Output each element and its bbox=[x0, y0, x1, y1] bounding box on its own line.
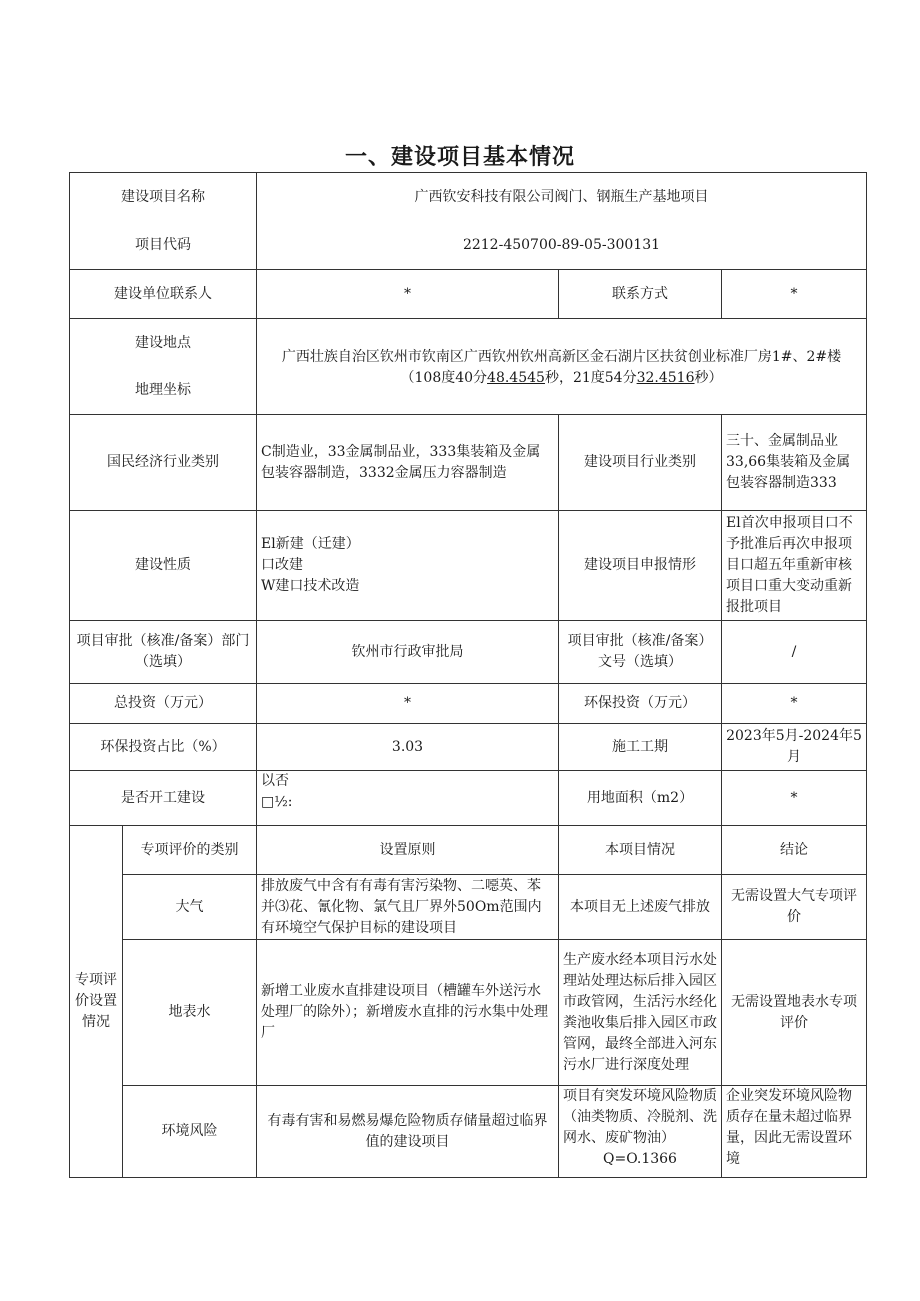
special-water-situation: 生产废水经本项目污水处理站处理达标后排入园区市政管网，生活污水经化粪池收集后排入园区市政管网，最终全部进入河东污水厂进行深度处理 bbox=[559, 940, 722, 1086]
special-header-situation: 本项目情况 bbox=[559, 826, 722, 875]
contact-method-label: 联系方式 bbox=[559, 270, 722, 319]
coord-suffix: 秒） bbox=[694, 369, 723, 386]
project-code-value: 2212-450700-89-05-300131 bbox=[257, 222, 867, 270]
started-option-yes: □½: bbox=[261, 794, 293, 810]
contact-label: 建设单位联系人 bbox=[70, 270, 257, 319]
special-header-conclusion: 结论 bbox=[722, 826, 867, 875]
project-industry-label: 建设项目行业类别 bbox=[559, 415, 722, 511]
special-header-category: 专项评价的类别 bbox=[123, 826, 257, 875]
total-invest-value: * bbox=[257, 684, 559, 724]
period-value: 2023年5月-2024年5月 bbox=[722, 724, 867, 771]
special-group-label: 专项评价设置情况 bbox=[70, 826, 123, 1178]
special-risk-situation-text: 项目有突发环境风险物质（油类物质、冷脱剂、洗网水、废矿物油） bbox=[563, 1088, 717, 1146]
contact-value: * bbox=[257, 270, 559, 319]
nature-value bbox=[257, 511, 559, 621]
contact-method-value: * bbox=[722, 270, 867, 319]
total-invest-label: 总投资（万元） bbox=[70, 684, 257, 724]
project-info-table bbox=[69, 172, 867, 1178]
special-risk-situation bbox=[559, 1086, 722, 1178]
approval-no-label: 项目审批（核准/备案）文号（选填） bbox=[559, 621, 722, 684]
area-label: 用地面积（m2） bbox=[559, 771, 722, 826]
started-value bbox=[257, 771, 559, 826]
special-risk-category: 环境风险 bbox=[123, 1086, 257, 1178]
special-air-situation: 本项目无上述废气排放 bbox=[559, 875, 722, 940]
coord-prefix: （108度40分 bbox=[400, 369, 488, 386]
env-ratio-value: 3.03 bbox=[257, 724, 559, 771]
started-option-no: 以否 bbox=[261, 773, 289, 789]
industry-value: C制造业，33金属制品业，333集装箱及金属包装容器制造，3332金属压力容器制造 bbox=[257, 415, 559, 511]
special-risk-q-value: Q=O.1366 bbox=[603, 1151, 677, 1167]
apply-value: El首次申报项目口不予批准后再次申报项目口超五年重新审核项目口重大变动重新报批项目 bbox=[722, 511, 867, 621]
env-ratio-label: 环保投资占比（%） bbox=[70, 724, 257, 771]
coord-mid: 秒，21度54分 bbox=[544, 369, 637, 386]
special-risk-principle: 有毒有害和易燃易爆危险物质存储量超过临界值的建设项目 bbox=[257, 1086, 559, 1178]
special-risk-conclusion: 企业突发环境风险物质存在量未超过临界量，因此无需设置环境 bbox=[722, 1086, 867, 1178]
special-water-category: 地表水 bbox=[123, 940, 257, 1086]
nature-option-rebuild: 口改建 bbox=[261, 557, 303, 573]
area-value: * bbox=[722, 771, 867, 826]
nature-option-new: El新建（迁建） bbox=[261, 536, 360, 552]
special-water-principle: 新增工业废水直排建设项目（槽罐车外送污水处理厂的除外）；新增废水直排的污水集中处理厂 bbox=[257, 940, 559, 1086]
project-name-label: 建设项目名称 bbox=[70, 173, 257, 222]
nature-label: 建设性质 bbox=[70, 511, 257, 621]
special-air-principle: 排放废气中含有有毒有害污染物、二噁英、苯并⑶花、氰化物、氯气且厂界外50Om范围内有环境空气保护目标的建设项目 bbox=[257, 875, 559, 940]
special-air-category: 大气 bbox=[123, 875, 257, 940]
apply-label: 建设项目申报情形 bbox=[559, 511, 722, 621]
env-invest-label: 环保投资（万元） bbox=[559, 684, 722, 724]
page-title: 一、建设项目基本情况 bbox=[344, 145, 575, 170]
project-code-label: 项目代码 bbox=[70, 222, 257, 270]
special-air-conclusion: 无需设置大气专项评价 bbox=[722, 875, 867, 940]
nature-option-tech: W建口技术改造 bbox=[261, 578, 360, 594]
location-label: 建设地点 bbox=[70, 319, 257, 368]
coord-lon-seconds: 48.4545 bbox=[487, 369, 545, 386]
special-header-principle: 设置原则 bbox=[257, 826, 559, 875]
env-invest-value: * bbox=[722, 684, 867, 724]
approval-no-value: / bbox=[722, 621, 867, 684]
coord-lat-seconds: 32.4516 bbox=[636, 369, 695, 386]
project-name-value: 广西钦安科技有限公司阀门、钢瓶生产基地项目 bbox=[257, 173, 867, 222]
approval-dept-value: 钦州市行政审批局 bbox=[257, 621, 559, 684]
industry-label: 国民经济行业类别 bbox=[70, 415, 257, 511]
coord-label: 地理坐标 bbox=[70, 368, 257, 415]
approval-dept-label: 项目审批（核准/备案）部门（选填） bbox=[70, 621, 257, 684]
project-industry-value: 三十、金属制品业33,66集装箱及金属包装容器制造333 bbox=[722, 415, 867, 511]
started-label: 是否开工建设 bbox=[70, 771, 257, 826]
location-value: 广西壮族自治区钦州市钦南区广西钦州钦州高新区金石湖片区扶贫创业标准厂房1#、2#楼 bbox=[257, 319, 867, 368]
special-water-conclusion: 无需设置地表水专项评价 bbox=[722, 940, 867, 1086]
coord-value bbox=[257, 368, 867, 415]
period-label: 施工工期 bbox=[559, 724, 722, 771]
